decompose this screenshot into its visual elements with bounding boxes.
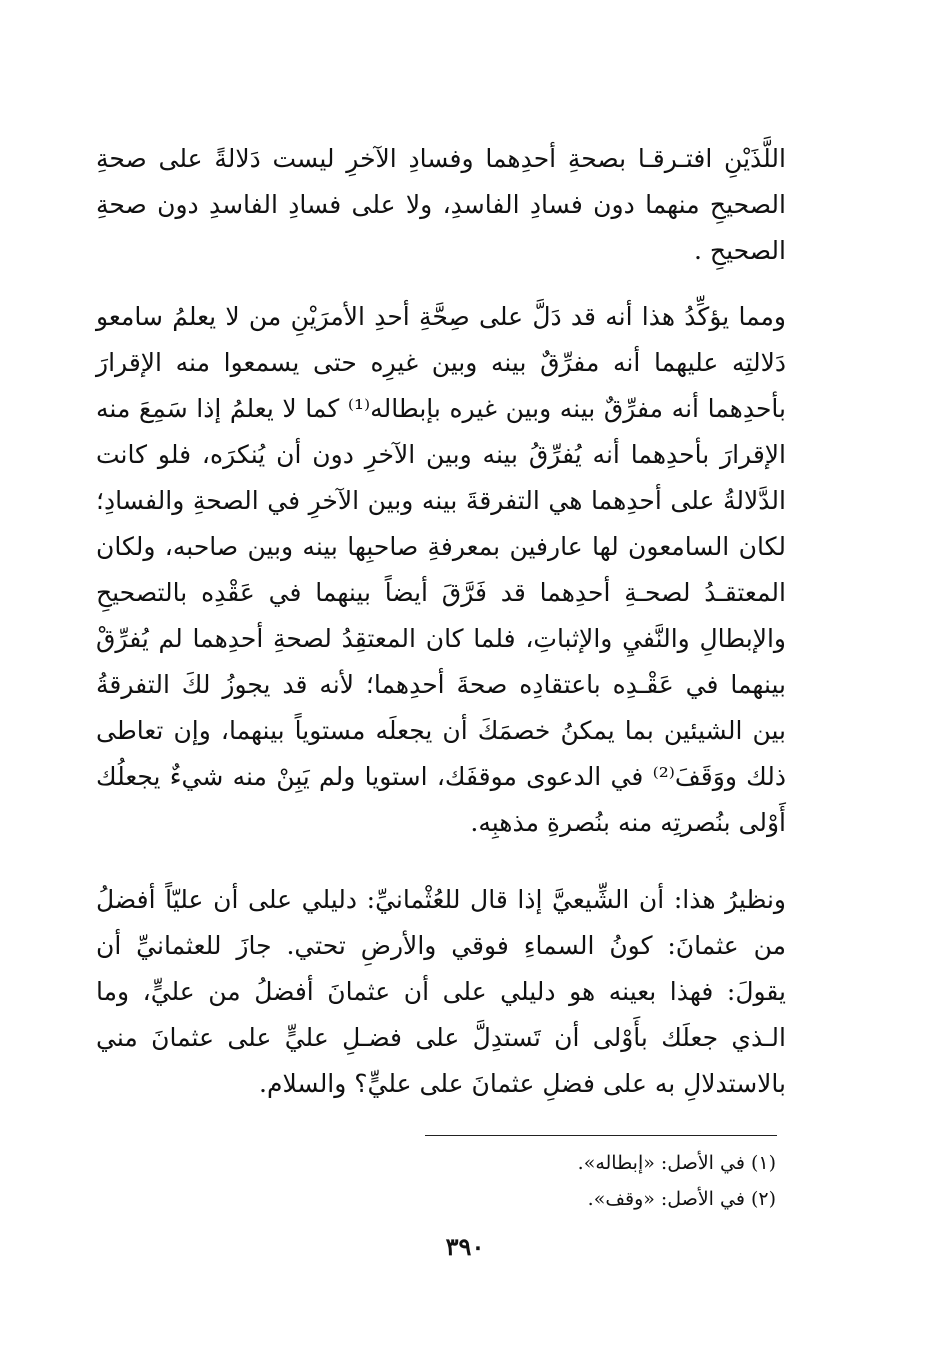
paragraph-2: ومما يؤكِّدُ هذا أنه قد دَلَّ على صِحَّةِ أحدِ الأمرَيْنِ من لا يعلمُ سامعو دَلالتِه عليهما أنه مفرِّقٌ بينه وبين غيرِه حتى يسمعوا منه الإقرارَ بأحدِهما أنه مفرِّقٌ بينه وبين غيره بإبطاله⁽¹⁾ كما لا يعلمُ إذا سَمِعَ منه الإقرارَ بأحدِهما أنه يُفرِّقُ بينه وبين الآخرِ دون أن يُنكرَه، فلو كانت الدَّلالةُ على أحدِهما هي التفرقةَ بينه وبين الآخرِ في الصحةِ والفسادِ؛ لكان السامعون لها عارفين بمعرفةِ صاحبِها بينه وبين صاحبه، ولكان المعتقـدُ لصحـةِ أحدِهما قد فَرَّقَ أيضاً بينهما في عَقْدِه بالتصحيحِ والإبطالِ والنَّفيِ والإثباتِ، فلما كان المعتقِدُ لصحةِ أحدِهما لم يُفرِّقْ بينهما في عَقْـدِه باعتقادِه صحةَ أحدِهما؛ لأنه قد يجوزُ لكَ التفرقةُ بين الشيئين بما يمكنُ خصمَكَ أن يجعلَه مستوياً بينهما، وإن تعاطى ذلك ووَقَفَ⁽²⁾ في الدعوى موقفَك، استويا ولم يَبِنْ منه شيءٌ يجعلُك أَوْلى بنُصرتِه منه بنُصرةِ مذهبِه. bbox=[96, 302, 786, 837]
body-text-section-3 bbox=[96, 877, 786, 1107]
page-number: ٣٩٠ bbox=[445, 1232, 485, 1261]
footnote-1: (١) في الأصل: «إبطاله». bbox=[577, 1152, 776, 1174]
footnote-divider bbox=[425, 1135, 777, 1136]
paragraph-1: اللَّذَيْنِ افتـرقـا بصحةِ أحدِهما وفسادِ الآخرِ ليست دَلالةً على صحةِ الصحيحِ منهما دون فسادِ الفاسدِ، ولا على فسادِ الفاسدِ دون صحةِ الصحيحِ . bbox=[96, 144, 786, 265]
paragraph-3: ونظيرُ هذا: أن الشِّيعيَّ إذا قال للعُثْمانيِّ: دليلي على أن عليّاً أفضلُ من عثمانَ: كونُ السماءِ فوقي والأرضِ تحتي. جازَ للعثمانيِّ أن يقولَ: فهذا بعينه هو دليلي على أن عثمانَ أفضلُ من عليٍّ، وما الـذي جعلَك بأَوْلى أن تَستدِلَّ على فضـلِ عليٍّ على عثمانَ مني بالاستدلالِ به على فضلِ عثمانَ على عليٍّ؟ والسلام. bbox=[96, 885, 786, 1098]
body-text-section-2 bbox=[96, 294, 786, 846]
footnotes bbox=[96, 1145, 776, 1217]
body-text-section-1 bbox=[96, 136, 786, 274]
footnote-2: (٢) في الأصل: «وقف». bbox=[587, 1188, 776, 1210]
